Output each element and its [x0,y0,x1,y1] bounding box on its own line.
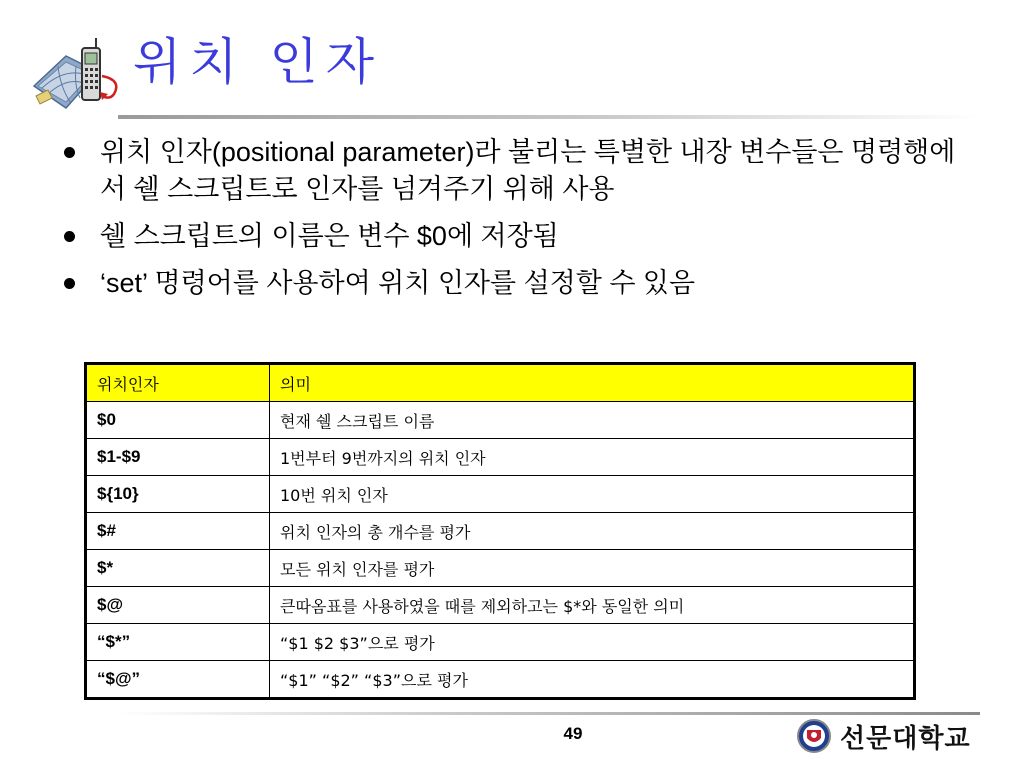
table-row [86,661,915,699]
param-cell: ${10} [86,476,270,513]
page-number: 49 [563,724,583,743]
param-cell: $0 [86,402,270,439]
meaning-cell: 1번부터 9번까지의 위치 인자 [270,439,915,476]
meaning-cell: 위치 인자의 총 개수를 평가 [270,513,915,550]
bullet-dot-icon [64,231,75,242]
meaning-cell: “$1” “$2” “$3”으로 평가 [270,661,915,699]
university-logo [796,716,971,756]
meaning-cell: “$1 $2 $3”으로 평가 [270,624,915,661]
bullet-text: 쉘 스크립트의 이름은 변수 $0에 저장됨 [100,221,559,251]
table-row [86,513,915,550]
university-emblem-icon [796,718,832,754]
bullet-text: ‘set’ 명령어를 사용하여 위치 인자를 설정할 수 있음 [100,268,696,298]
param-cell: $1-$9 [86,439,270,476]
bullet-list [60,134,960,312]
header-cell-parameter: 위치인자 [86,364,270,402]
bullet-item [60,134,960,208]
footer-divider [118,712,980,715]
meaning-cell: 현재 쉘 스크립트 이름 [270,402,915,439]
table-row [86,476,915,513]
table-row [86,402,915,439]
title-divider [118,115,980,119]
table-row [86,439,915,476]
meaning-cell: 모든 위치 인자를 평가 [270,550,915,587]
param-cell: $# [86,513,270,550]
bullet-dot-icon [64,278,75,289]
meaning-cell: 10번 위치 인자 [270,476,915,513]
table-row [86,587,915,624]
table-header-row [86,364,915,402]
table-row [86,624,915,661]
bullet-item [60,265,960,302]
positional-parameter-table [84,362,916,700]
table-row [86,550,915,587]
param-cell: $* [86,550,270,587]
param-cell: “$*” [86,624,270,661]
bullet-item [60,218,960,255]
meaning-cell: 큰따옴표를 사용하였을 때를 제외하고는 $*와 동일한 의미 [270,587,915,624]
param-cell: “$@” [86,661,270,699]
bullet-dot-icon [64,147,75,158]
header-cell-meaning: 의미 [270,364,915,402]
university-name: 선문대학교 [840,723,971,754]
slide-title: 위치 인자 [133,33,383,91]
bullet-text: 위치 인자(positional parameter)라 불리는 특별한 내장 변수들은 명령행에서 쉘 스크립트로 인자를 넘겨주기 위해 사용 [100,137,956,204]
cellphone-globe-icon [30,36,140,112]
param-cell: $@ [86,587,270,624]
